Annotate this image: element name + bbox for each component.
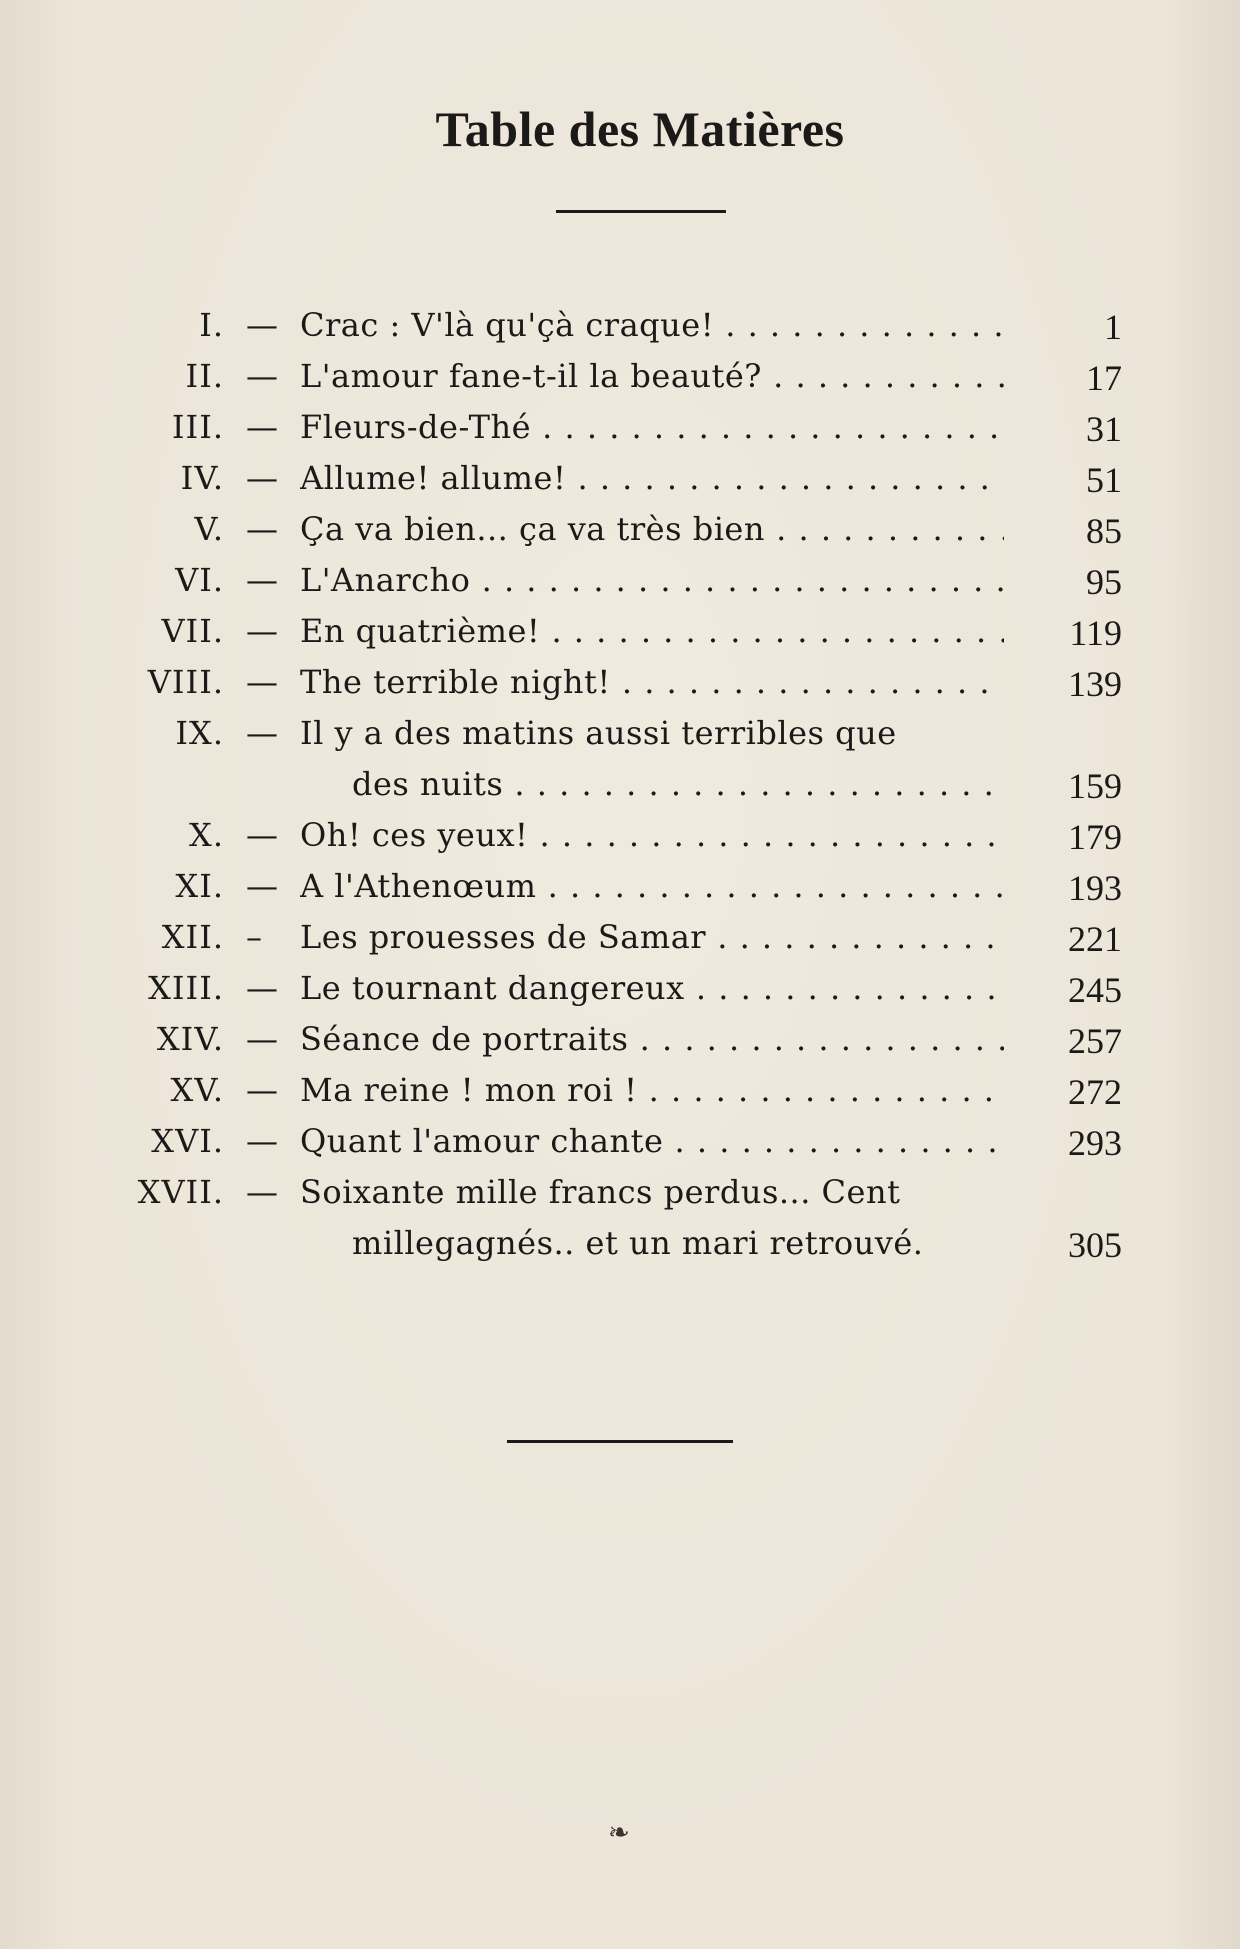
page-number: 305 xyxy=(1068,1225,1122,1265)
toc-entry xyxy=(0,1116,1240,1167)
entry-dash: — xyxy=(246,612,278,650)
chapter-title-continued: des nuits . . . xyxy=(352,759,1004,809)
page-number: 221 xyxy=(1068,919,1122,959)
toc-entry xyxy=(0,300,1240,351)
chapter-number: XV. xyxy=(170,1071,224,1109)
chapter-number: X. xyxy=(189,816,224,854)
chapter-title: Allume! allume! . . . xyxy=(300,453,1004,503)
entry-dash: — xyxy=(246,408,278,446)
page-number: 1 xyxy=(1104,307,1122,347)
entry-dash: — xyxy=(246,663,278,701)
toc-entry xyxy=(0,606,1240,657)
chapter-title: Fleurs-de-Thé . . . xyxy=(300,402,1004,452)
chapter-title: Il y a des matins aussi terribles que xyxy=(300,714,897,752)
chapter-number: XVI. xyxy=(151,1122,224,1160)
chapter-number: VI. xyxy=(175,561,224,599)
entry-dash: — xyxy=(246,357,278,395)
chapter-title: Les prouesses de Samar . . . xyxy=(300,912,1004,962)
entry-dash: — xyxy=(246,969,278,1007)
fleuron-ornament: ❧ xyxy=(608,1818,630,1848)
page-number: 119 xyxy=(1069,613,1122,653)
chapter-title: Soixante mille francs perdus... Cent xyxy=(300,1173,901,1211)
entry-dash: — xyxy=(246,306,278,344)
chapter-title: L'amour fane-t-il la beauté? . . . xyxy=(300,351,1004,401)
page-number: 95 xyxy=(1086,562,1122,602)
entry-dash: – xyxy=(246,918,262,956)
entry-dash: — xyxy=(246,459,278,497)
chapter-number: VII. xyxy=(161,612,224,650)
toc-entry xyxy=(0,402,1240,453)
toc-entry xyxy=(0,1014,1240,1065)
toc-entry xyxy=(0,453,1240,504)
entry-dash: — xyxy=(246,1020,278,1058)
page-number: 139 xyxy=(1068,664,1122,704)
toc-entry xyxy=(0,1065,1240,1116)
title-divider xyxy=(556,210,726,213)
toc-entry xyxy=(0,963,1240,1014)
page-number: 245 xyxy=(1068,970,1122,1010)
chapter-title: Ma reine ! mon roi ! . . . xyxy=(300,1065,1004,1115)
chapter-title: A l'Athenœum . . . xyxy=(300,861,1004,911)
chapter-number: IX. xyxy=(175,714,224,752)
page-number: 193 xyxy=(1068,868,1122,908)
toc-entry xyxy=(0,504,1240,555)
chapter-number: II. xyxy=(185,357,224,395)
entry-dash: — xyxy=(246,510,278,548)
chapter-title: En quatrième! . . . xyxy=(300,606,1004,656)
entry-dash: — xyxy=(246,1173,278,1211)
page-number: 85 xyxy=(1086,511,1122,551)
chapter-number: III. xyxy=(171,408,224,446)
chapter-title: The terrible night! . . . xyxy=(300,657,1004,707)
toc-entry xyxy=(0,351,1240,402)
chapter-title: Quant l'amour chante . . . xyxy=(300,1116,1004,1166)
entry-dash: — xyxy=(246,816,278,854)
toc-entry xyxy=(0,1167,1240,1269)
entry-dash: — xyxy=(246,561,278,599)
entry-dash: — xyxy=(246,867,278,905)
chapter-title: L'Anarcho . . . xyxy=(300,555,1004,605)
chapter-title: Le tournant dangereux . . . xyxy=(300,963,1004,1013)
chapter-number: XI. xyxy=(175,867,224,905)
table-of-contents xyxy=(0,300,1240,1269)
page-title: Table des Matières xyxy=(435,101,845,157)
toc-entry xyxy=(0,861,1240,912)
page-number: 272 xyxy=(1068,1072,1122,1112)
chapter-number: VIII. xyxy=(147,663,224,701)
chapter-number: I. xyxy=(199,306,224,344)
chapter-title: Oh! ces yeux! . . . xyxy=(300,810,1004,860)
toc-entry xyxy=(0,708,1240,810)
page-number: 293 xyxy=(1068,1123,1122,1163)
page-number: 257 xyxy=(1068,1021,1122,1061)
chapter-number: XVII. xyxy=(137,1173,224,1211)
page-number: 159 xyxy=(1068,766,1122,806)
chapter-number: XII. xyxy=(161,918,224,956)
toc-entry xyxy=(0,555,1240,606)
chapter-number: XIII. xyxy=(148,969,224,1007)
page-number: 31 xyxy=(1086,409,1122,449)
chapter-number: XIV. xyxy=(156,1020,224,1058)
entry-dash: — xyxy=(246,1071,278,1109)
chapter-title-continued: millegagnés.. et un mari retrouvé. xyxy=(352,1224,924,1262)
toc-entry xyxy=(0,912,1240,963)
page-number: 179 xyxy=(1068,817,1122,857)
toc-entry xyxy=(0,810,1240,861)
entry-dash: — xyxy=(246,1122,278,1160)
chapter-number: V. xyxy=(194,510,224,548)
page-number: 17 xyxy=(1086,358,1122,398)
toc-entry xyxy=(0,657,1240,708)
chapter-title: Crac : V'là qu'çà craque! . . . xyxy=(300,300,1004,350)
chapter-number: IV. xyxy=(180,459,224,497)
page-number: 51 xyxy=(1086,460,1122,500)
end-divider xyxy=(507,1440,733,1443)
entry-dash: — xyxy=(246,714,278,752)
chapter-title: Séance de portraits . . . xyxy=(300,1014,1004,1064)
chapter-title: Ça va bien... ça va très bien . . . xyxy=(300,504,1004,554)
